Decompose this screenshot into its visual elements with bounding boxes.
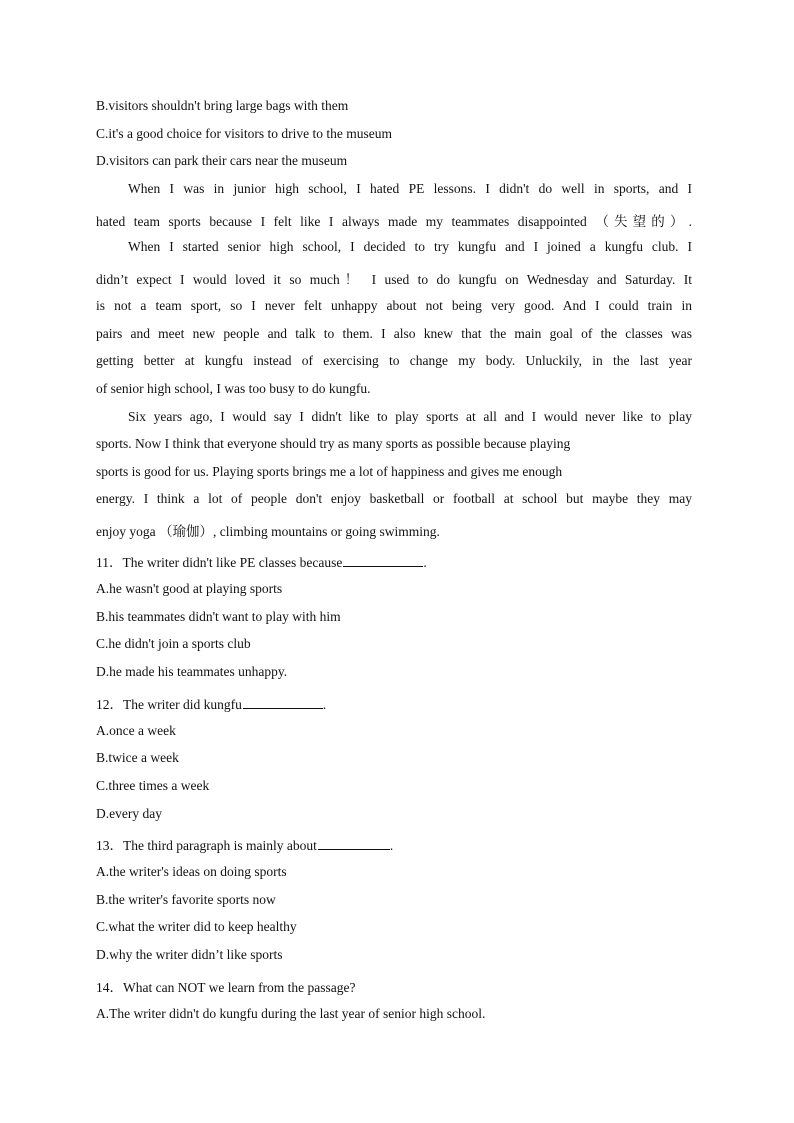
question-stem <box>96 834 393 854</box>
question-tail: . <box>322 697 327 712</box>
option-d[interactable]: D.he made his teammates unhappy. <box>96 664 288 679</box>
option-c[interactable]: C.he didn't join a sports club <box>96 636 251 651</box>
option-b[interactable]: B.his teammates didn't want to play with him <box>96 609 341 624</box>
question-stem <box>96 976 356 996</box>
option-c-prev: C.it's a good choice for visitors to drive to the museum <box>96 126 393 141</box>
question-tail: . <box>423 555 427 570</box>
paragraph-2-line: pairs and meet new people and talk to them. I also knew that the main goal of the classes was <box>96 326 692 341</box>
answer-blank[interactable] <box>243 696 323 709</box>
question-text: 11．The writer didn't like PE classes because <box>96 555 343 570</box>
paragraph-2-line: of senior high school, I was too busy to do kungfu. <box>96 381 371 396</box>
question-text: 12．The writer did kungfu <box>96 697 242 712</box>
paragraph-2-line: When I started senior high school, I decided to try kungfu and I joined a kungfu club. I <box>128 239 692 254</box>
question-stem <box>96 693 326 713</box>
option-a[interactable]: A.he wasn't good at playing sports <box>96 581 283 596</box>
paragraph-3-line: sports. Now I think that everyone should try as many sports as possible because playing <box>96 436 571 451</box>
option-a[interactable]: A.The writer didn't do kungfu during the last year of senior high school. <box>96 1006 486 1021</box>
option-c[interactable]: C.three times a week <box>96 778 210 793</box>
option-b-prev: B.visitors shouldn't bring large bags with them <box>96 98 349 113</box>
paragraph-1-line: When I was in junior high school, I hated PE lessons. I didn't do well in sports, and I <box>128 181 692 196</box>
question-text: 14．What can NOT we learn from the passage? <box>96 980 356 995</box>
option-d[interactable]: D.every day <box>96 806 162 821</box>
option-a[interactable]: A.the writer's ideas on doing sports <box>96 864 287 879</box>
paragraph-3-line: energy. I think a lot of people don't enjoy basketball or football at school but maybe they may <box>96 491 692 506</box>
option-a[interactable]: A.once a week <box>96 723 176 738</box>
paragraph-3-line: Six years ago, I would say I didn't like to play sports at all and I would never like to play <box>128 409 692 424</box>
option-b[interactable]: B.the writer's favorite sports now <box>96 892 276 907</box>
paragraph-3-line: sports is good for us. Playing sports brings me a lot of happiness and gives me enough <box>96 464 563 479</box>
paragraph-1-line: hated team sports because I felt like I always made my teammates disappointed （失望的）. <box>96 214 692 229</box>
answer-blank[interactable] <box>318 837 390 850</box>
paragraph-2-line: getting better at kungfu instead of exercising to change my body. Unluckily, in the last year <box>96 353 692 368</box>
paragraph-2-line: didn’t expect I would loved it so much！ I used to do kungfu on Wednesday and Saturday. It <box>96 272 692 287</box>
question-tail: . <box>389 838 394 853</box>
option-d[interactable]: D.why the writer didn’t like sports <box>96 947 283 962</box>
answer-blank[interactable] <box>343 554 423 567</box>
option-b[interactable]: B.twice a week <box>96 750 179 765</box>
option-c[interactable]: C.what the writer did to keep healthy <box>96 919 297 934</box>
paragraph-2-line: is not a team sport, so I never felt unhappy about not being very good. And I could train in <box>96 298 692 313</box>
paragraph-3-line: enjoy yoga （瑜伽）, climbing mountains or going swimming. <box>96 524 440 539</box>
option-d-prev: D.visitors can park their cars near the museum <box>96 153 348 168</box>
question-text: 13．The third paragraph is mainly about <box>96 838 317 853</box>
question-stem <box>96 551 427 571</box>
